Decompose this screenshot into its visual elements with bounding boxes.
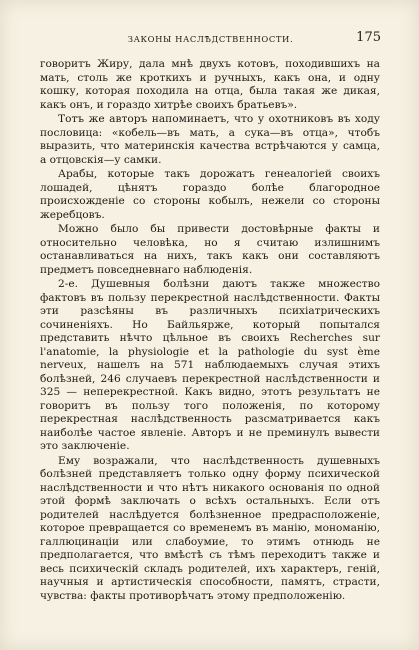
page-number: 175 xyxy=(356,30,381,45)
page-body xyxy=(40,58,380,603)
paragraph: говоритъ Жиру, дала мнѣ двухъ котовъ, походившихъ на мать, столь же кроткихъ и ручныхъ, какъ она, и одну кошку, которая походила на отца, была такая же дикая, какъ онъ, и гораздо хитрѣе своихъ братьевъ». xyxy=(40,58,380,111)
running-header xyxy=(40,30,381,44)
paragraph: Ему возражали, что наслѣдственность душевныхъ болѣзней представляетъ только одну форму психической наслѣдственности и что нѣтъ никакого основанія по одной этой формѣ заключать о всѣхъ остальныхъ. Если отъ родителей наслѣдуется болѣзненное предрасположеніе, которое превращается со временемъ въ манію, мономанію, галлюцинаціи или слабоумие, то этимъ отнюдь не предполагается, что вмѣстѣ съ тѣмъ переходитъ также и весь психическій складъ родителей, ихъ характеръ, геній, научныя и артистическія способности, памятъ, страсти, чувства: факты противорѣчатъ этому предположенію. xyxy=(40,454,380,602)
running-title: ЗАКОНЫ НАСЛѢДСТВЕННОСТИ. xyxy=(127,34,294,44)
paragraph: Арабы, которые такъ дорожатъ генеалогіей своихъ лошадей, цѣнятъ гораздо болѣе благородное происхожденіе со стороны кобылъ, нежели со стороны жеребцовъ. xyxy=(40,168,380,221)
paragraph: Можно было бы привести достовѣрные факты и относительно человѣка, но я считаю излишнимъ останавливаться на нихъ, такъ какъ они составляютъ предметъ повседневнаго наблюденія. xyxy=(40,223,380,276)
paragraph: Тотъ же авторъ напоминаетъ, что у охотниковъ въ ходу пословица: «кобель—въ мать, а сука—въ отца», чтобъ выразить, что материнскія качества встрѣчаются у самца, а отцовскія—у самки. xyxy=(40,113,380,166)
paragraph: 2-е. Душевныя болѣзни даютъ также множество фактовъ въ пользу перекрестной наслѣдственности. Факты эти разсѣяны въ различныхъ психіатрическихъ сочиненіяхъ. Но Байльярже, который попытался представить нѣчто цѣльное въ своихъ Recherches sur l'anatomie, la physiologie et la pathologie du syst ème nerveux, нашелъ на 571 наблюдаемыхъ случая этихъ болѣзней, 246 случаевъ перекрестной наслѣдственности и 325 — неперекрестной. Какъ видно, этотъ результатъ не говоритъ въ пользу того положенія, по которому перекрестная наслѣдственность разсматривается какъ наиболѣе частое явленіе. Авторъ и не преминулъ вывести это заключеніе. xyxy=(40,278,380,452)
